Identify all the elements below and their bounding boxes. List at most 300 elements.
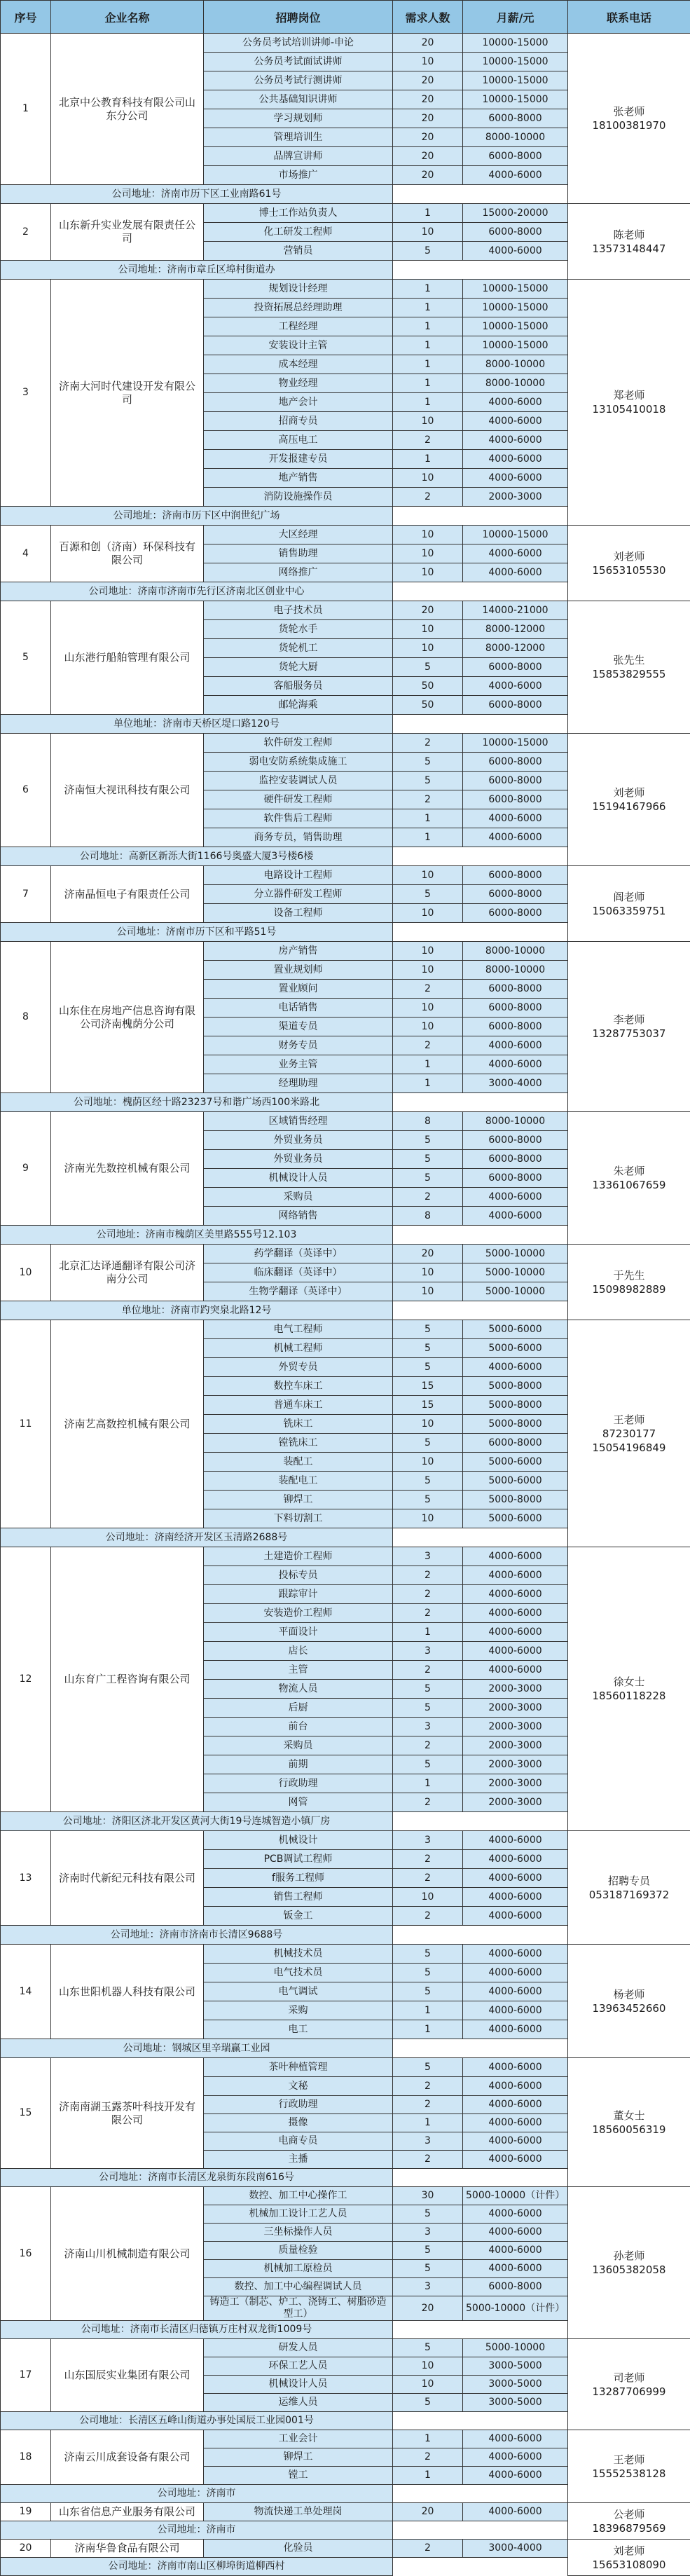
table-row [1, 34, 690, 53]
row-number: 17 [1, 2339, 51, 2412]
position-title: 财务专员 [204, 1036, 393, 1055]
position-salary: 10000-15000 [463, 317, 568, 336]
company-address: 公司地址：济南市历下区和平路51号 [1, 923, 393, 942]
position-title: 管理培训生 [204, 128, 393, 147]
position-salary: 4000-6000 [463, 2448, 568, 2467]
position-salary: 4000-6000 [463, 1604, 568, 1623]
position-count: 1 [393, 1055, 463, 1074]
position-count: 2 [393, 1869, 463, 1888]
position-salary: 4000-6000 [463, 2058, 568, 2077]
position-count: 3 [393, 2224, 463, 2242]
position-count: 20 [393, 166, 463, 185]
table-row [1, 601, 690, 620]
position-title: 公务员考试培训讲师-申论 [204, 34, 393, 53]
contact-phone: 13105410018 [571, 402, 687, 416]
position-title: 环保工艺人员 [204, 2357, 393, 2376]
position-title: 业务主管 [204, 1055, 393, 1074]
position-title: 化验员 [204, 2540, 393, 2558]
position-salary: 4000-6000 [463, 2467, 568, 2485]
position-salary: 4000-6000 [463, 2503, 568, 2521]
position-count: 5 [393, 1131, 463, 1150]
position-salary: 5000-10000 [463, 1282, 568, 1301]
position-count: 5 [393, 1699, 463, 1718]
position-count: 1 [393, 2430, 463, 2448]
header-salary: 月薪/元 [463, 1, 568, 34]
position-title: 工业会计 [204, 2430, 393, 2448]
position-title: 采购 [204, 2001, 393, 2020]
position-salary: 4000-6000 [463, 1964, 568, 1982]
position-salary: 8000-12000 [463, 639, 568, 658]
table-row [1, 1320, 690, 1339]
position-title: 成本经理 [204, 355, 393, 374]
header-row [1, 1, 690, 34]
position-salary: 4000-6000 [463, 1623, 568, 1642]
position-count: 2 [393, 2151, 463, 2169]
position-salary: 4000-6000 [463, 2077, 568, 2096]
position-salary: 8000-10000 [463, 128, 568, 147]
position-title: 邮轮海乘 [204, 696, 393, 715]
position-count: 5 [393, 1358, 463, 1377]
position-salary: 4000-6000 [463, 450, 568, 469]
position-title: 研发人员 [204, 2339, 393, 2357]
position-count: 1 [393, 450, 463, 469]
contact-phone: 87230177 [571, 1427, 687, 1441]
contact-name: 司老师 [571, 2371, 687, 2385]
company-address: 公司地址：济南市 [1, 2521, 393, 2540]
position-title: 安装设计主管 [204, 336, 393, 355]
position-title: 主播 [204, 2151, 393, 2169]
row-number: 8 [1, 942, 51, 1093]
position-title: 电气技术员 [204, 1964, 393, 1982]
contact-cell [568, 2540, 690, 2576]
position-title: 经理助理 [204, 1074, 393, 1093]
position-count: 10 [393, 639, 463, 658]
header-count: 需求人数 [393, 1, 463, 34]
table-row [1, 2339, 690, 2357]
position-title: 客船服务员 [204, 677, 393, 696]
position-salary: 15000-20000 [463, 204, 568, 223]
position-count: 2 [393, 2540, 463, 2558]
company-name: 济南光先数控机械有限公司 [51, 1112, 204, 1226]
position-salary: 6000-8000 [463, 1169, 568, 1188]
position-title: 机械工程师 [204, 1339, 393, 1358]
position-salary: 10000-15000 [463, 90, 568, 109]
position-count: 2 [393, 790, 463, 809]
position-count: 5 [393, 2394, 463, 2412]
position-salary: 10000-15000 [463, 734, 568, 753]
position-salary: 5000-8000 [463, 1415, 568, 1434]
position-count: 2 [393, 1736, 463, 1755]
position-count: 1 [393, 809, 463, 828]
position-title: 置业规划师 [204, 961, 393, 980]
position-count: 1 [393, 2020, 463, 2039]
company-address: 公司地址：济南市历下区中润世纪广场 [1, 507, 393, 526]
position-title: 后厨 [204, 1699, 393, 1718]
position-count: 10 [393, 412, 463, 431]
position-count: 20 [393, 601, 463, 620]
position-count: 2 [393, 1661, 463, 1680]
contact-cell [568, 1547, 690, 1831]
position-title: 外贸业务员 [204, 1131, 393, 1150]
company-address: 公司地址：高新区新泺大街1166号奥盛大厦3号楼6楼 [1, 847, 393, 866]
position-count: 1 [393, 1623, 463, 1642]
position-salary: 6000-8000 [463, 1150, 568, 1169]
table-row [1, 526, 690, 544]
position-salary: 5000-6000 [463, 1339, 568, 1358]
position-title: 商务专员，销售助理 [204, 828, 393, 847]
position-count: 10 [393, 620, 463, 639]
position-salary: 14000-21000 [463, 601, 568, 620]
position-title: 地产销售 [204, 469, 393, 488]
position-salary: 4000-6000 [463, 393, 568, 412]
position-salary: 2000-3000 [463, 1718, 568, 1736]
position-salary: 10000-15000 [463, 53, 568, 71]
position-title: 摄像 [204, 2114, 393, 2132]
company-name: 山东育广工程咨询有限公司 [51, 1547, 204, 1812]
position-count: 5 [393, 1680, 463, 1699]
row-number: 10 [1, 1245, 51, 1301]
position-title: 规划设计经理 [204, 280, 393, 299]
position-title: 电子技术员 [204, 601, 393, 620]
position-title: 软件研发工程师 [204, 734, 393, 753]
position-count: 1 [393, 2114, 463, 2132]
row-number: 7 [1, 866, 51, 923]
position-salary: 2000-3000 [463, 488, 568, 507]
table-row [1, 1112, 690, 1131]
position-count: 20 [393, 1245, 463, 1263]
contact-cell [568, 942, 690, 1112]
table-row [1, 1945, 690, 1964]
position-title: 铣床工 [204, 1415, 393, 1434]
row-number: 1 [1, 34, 51, 185]
position-salary: 6000-8000 [463, 980, 568, 999]
position-salary: 4000-6000 [463, 2096, 568, 2114]
contact-phone: 15653105530 [571, 563, 687, 577]
position-salary: 10000-15000 [463, 71, 568, 90]
company-name: 山东省信息产业服务有限公司 [51, 2503, 204, 2521]
position-title: 外贸业务员 [204, 1150, 393, 1169]
row-number: 18 [1, 2430, 51, 2485]
position-title: 数控车床工 [204, 1377, 393, 1396]
table-row [1, 2503, 690, 2521]
table-row [1, 1831, 690, 1850]
position-count: 1 [393, 299, 463, 317]
position-salary: 4000-6000 [463, 166, 568, 185]
contact-cell [568, 2430, 690, 2503]
contact-name: 刘老师 [571, 2544, 687, 2558]
position-count: 10 [393, 2357, 463, 2376]
contact-name: 王老师 [571, 1413, 687, 1427]
contact-phone: 13573148447 [571, 242, 687, 256]
position-title: 机械技术员 [204, 1945, 393, 1964]
position-count: 10 [393, 1018, 463, 1036]
position-title: 货轮机工 [204, 639, 393, 658]
position-count: 2 [393, 1850, 463, 1869]
company-name: 济南艺高数控机械有限公司 [51, 1320, 204, 1528]
position-count: 3 [393, 1642, 463, 1661]
position-count: 8 [393, 1112, 463, 1131]
position-count: 2 [393, 2077, 463, 2096]
header-position: 招聘岗位 [204, 1, 393, 34]
position-count: 5 [393, 658, 463, 677]
position-count: 2 [393, 1907, 463, 1926]
position-count: 10 [393, 942, 463, 961]
position-salary: 4000-6000 [463, 2151, 568, 2169]
position-title: 茶叶种植管理 [204, 2058, 393, 2077]
company-address: 公司地址：济南经济开发区玉清路2688号 [1, 1528, 393, 1547]
company-address: 单位地址：济南市趵突泉北路12号 [1, 1301, 393, 1320]
position-count: 5 [393, 885, 463, 904]
company-address: 公司地址：济南市济南市长清区9688号 [1, 1926, 393, 1945]
position-count: 10 [393, 544, 463, 563]
position-salary: 2000-3000 [463, 1699, 568, 1718]
position-title: 货轮水手 [204, 620, 393, 639]
company-name: 济南山川机械制造有限公司 [51, 2187, 204, 2321]
contact-name: 公老师 [571, 2507, 687, 2521]
contact-name: 董女士 [571, 2109, 687, 2123]
company-address: 公司地址：济阳区济北开发区黄河大街19号连城智造小镇厂房 [1, 1812, 393, 1831]
contact-phone: 053187169372 [571, 1888, 687, 1902]
company-name: 山东世阳机器人科技有限公司 [51, 1945, 204, 2039]
position-title: 采购员 [204, 1736, 393, 1755]
position-salary: 8000-10000 [463, 1112, 568, 1131]
position-salary: 4000-6000 [463, 1982, 568, 2001]
position-title: 前期 [204, 1755, 393, 1774]
position-count: 1 [393, 317, 463, 336]
position-title: 电路设计工程师 [204, 866, 393, 885]
position-count: 2 [393, 1036, 463, 1055]
position-count: 20 [393, 2503, 463, 2521]
position-title: 电气工程师 [204, 1320, 393, 1339]
position-salary: 5000-10000 [463, 1245, 568, 1263]
position-title: 市场推广 [204, 166, 393, 185]
contact-phone: 18100381970 [571, 118, 687, 132]
position-salary: 5000-10000（计件） [463, 2187, 568, 2205]
position-count: 10 [393, 961, 463, 980]
position-title: 安装造价工程师 [204, 1604, 393, 1623]
position-count: 10 [393, 53, 463, 71]
position-salary: 4000-6000 [463, 242, 568, 261]
contact-phone: 15853829555 [571, 667, 687, 681]
position-title: 地产会计 [204, 393, 393, 412]
position-salary: 4000-6000 [463, 1907, 568, 1926]
company-name: 济南时代新纪元科技有限公司 [51, 1831, 204, 1926]
position-count: 3 [393, 1718, 463, 1736]
position-salary: 5000-6000 [463, 1472, 568, 1491]
position-salary: 10000-15000 [463, 280, 568, 299]
position-count: 20 [393, 90, 463, 109]
contact-phone: 15063359751 [571, 904, 687, 918]
position-count: 1 [393, 204, 463, 223]
contact-name: 张先生 [571, 653, 687, 667]
position-title: 投标专员 [204, 1566, 393, 1585]
position-count: 50 [393, 677, 463, 696]
position-salary: 4000-6000 [463, 2020, 568, 2039]
position-count: 20 [393, 2296, 463, 2321]
table-row [1, 1547, 690, 1566]
table-row [1, 2430, 690, 2448]
company-name: 山东新升实业发展有限责任公司 [51, 204, 204, 261]
table-body [1, 34, 690, 2576]
position-title: 销售工程师 [204, 1888, 393, 1907]
position-count: 5 [393, 2058, 463, 2077]
position-count: 1 [393, 374, 463, 393]
position-count: 2 [393, 1793, 463, 1812]
position-title: 软件售后工程师 [204, 809, 393, 828]
contact-cell [568, 526, 690, 601]
position-title: 电商专员 [204, 2132, 393, 2151]
position-salary: 4000-6000 [463, 2224, 568, 2242]
contact-phone: 15194167966 [571, 800, 687, 814]
position-count: 10 [393, 223, 463, 242]
position-title: 铆焊工 [204, 1491, 393, 1509]
position-salary: 6000-8000 [463, 999, 568, 1018]
row-number: 14 [1, 1945, 51, 2039]
position-count: 5 [393, 1982, 463, 2001]
position-count: 2 [393, 734, 463, 753]
position-title: 质量检验 [204, 2242, 393, 2260]
position-salary: 5000-10000 [463, 2339, 568, 2357]
header-index: 序号 [1, 1, 51, 34]
position-salary: 2000-3000 [463, 1680, 568, 1699]
company-address: 公司地址：济南市长清区归德镇万庄村双龙街1009号 [1, 2321, 393, 2339]
position-count: 10 [393, 866, 463, 885]
table-row [1, 942, 690, 961]
position-salary: 4000-6000 [463, 2001, 568, 2020]
contact-cell [568, 601, 690, 734]
contact-name: 于先生 [571, 1268, 687, 1282]
position-count: 20 [393, 128, 463, 147]
position-count: 3 [393, 2278, 463, 2296]
contact-cell [568, 1245, 690, 1320]
position-salary: 10000-15000 [463, 34, 568, 53]
contact-cell [568, 2187, 690, 2339]
position-salary: 6000-8000 [463, 866, 568, 885]
company-name: 北京中公教育科技有限公司山东分公司 [51, 34, 204, 185]
position-title: 投资拓展总经理助理 [204, 299, 393, 317]
position-title: 招商专员 [204, 412, 393, 431]
position-salary: 5000-6000 [463, 1320, 568, 1339]
position-salary: 6000-8000 [463, 658, 568, 677]
row-number: 20 [1, 2540, 51, 2558]
position-title: 公共基础知识讲师 [204, 90, 393, 109]
position-count: 2 [393, 1566, 463, 1585]
position-title: 网络推广 [204, 563, 393, 582]
company-name: 济南晶恒电子有限责任公司 [51, 866, 204, 923]
position-count: 10 [393, 2376, 463, 2394]
position-count: 20 [393, 109, 463, 128]
position-salary: 4000-6000 [463, 1036, 568, 1055]
contact-cell [568, 34, 690, 204]
position-salary: 4000-6000 [463, 563, 568, 582]
position-title: 镗铣床工 [204, 1434, 393, 1453]
position-title: 消防设施操作员 [204, 488, 393, 507]
contact-phone: 15552538128 [571, 2467, 687, 2481]
company-name: 山东住在房地产信息咨询有限公司济南槐荫分公司 [51, 942, 204, 1093]
position-title: 前台 [204, 1718, 393, 1736]
contact-name: 杨老师 [571, 1987, 687, 2001]
table-row [1, 2540, 690, 2558]
row-number: 3 [1, 280, 51, 507]
position-salary: 5000-8000 [463, 1377, 568, 1396]
position-count: 5 [393, 1150, 463, 1169]
position-salary: 5000-6000 [463, 1453, 568, 1472]
position-title: 外贸专员 [204, 1358, 393, 1377]
position-title: 生物学翻译（英译中） [204, 1282, 393, 1301]
row-number: 12 [1, 1547, 51, 1812]
position-title: 弱电安防系统集成施工 [204, 753, 393, 772]
position-title: 行政助理 [204, 2096, 393, 2114]
position-salary: 6000-8000 [463, 1434, 568, 1453]
position-count: 10 [393, 1263, 463, 1282]
position-salary: 5000-10000（计件） [463, 2296, 568, 2321]
position-title: 房产销售 [204, 942, 393, 961]
row-number: 6 [1, 734, 51, 847]
table-row [1, 866, 690, 885]
position-count: 5 [393, 1320, 463, 1339]
position-title: 机械加工设计工艺人员 [204, 2205, 393, 2224]
position-count: 1 [393, 280, 463, 299]
position-title: 数控、加工中心编程调试人员 [204, 2278, 393, 2296]
position-salary: 5000-6000 [463, 1509, 568, 1528]
position-salary: 4000-6000 [463, 431, 568, 450]
contact-phone: 13605382058 [571, 2263, 687, 2277]
position-salary: 2000-3000 [463, 1755, 568, 1774]
company-name: 济南南湖玉露茶叶科技开发有限公司 [51, 2058, 204, 2169]
position-salary: 4000-6000 [463, 677, 568, 696]
position-title: 采购员 [204, 1188, 393, 1207]
contact-cell [568, 204, 690, 280]
position-title: 机械设计人员 [204, 2376, 393, 2394]
company-address: 公司地址：济南市历下区工业南路61号 [1, 185, 393, 204]
position-title: 设备工程师 [204, 904, 393, 923]
position-title: 土建造价工程师 [204, 1547, 393, 1566]
position-title: 装配电工 [204, 1472, 393, 1491]
position-count: 10 [393, 1509, 463, 1528]
position-title: 下料切割工 [204, 1509, 393, 1528]
contact-cell [568, 2339, 690, 2430]
position-title: 钣金工 [204, 1907, 393, 1926]
position-salary: 3000-4000 [463, 2540, 568, 2558]
position-title: 物业经理 [204, 374, 393, 393]
company-address: 公司地址：济南市济南市先行区济南北区创业中心 [1, 582, 393, 601]
position-salary: 6000-8000 [463, 696, 568, 715]
contact-name: 刘老师 [571, 549, 687, 563]
table-row [1, 734, 690, 753]
position-count: 20 [393, 71, 463, 90]
position-salary: 2000-3000 [463, 1774, 568, 1793]
position-count: 10 [393, 999, 463, 1018]
position-title: 机械设计人员 [204, 1169, 393, 1188]
contact-phone: 18396879569 [571, 2521, 687, 2535]
position-title: 物流快递工单处理岗 [204, 2503, 393, 2521]
row-number: 11 [1, 1320, 51, 1528]
position-count: 3 [393, 2132, 463, 2151]
position-count: 10 [393, 1453, 463, 1472]
position-title: 主管 [204, 1661, 393, 1680]
company-address: 公司地址：长清区五峰山街道办事处国辰工业园001号 [1, 2412, 393, 2430]
position-count: 8 [393, 1207, 463, 1226]
position-title: 铸造工（制芯、炉工、浇铸工、树脂砂造型工） [204, 2296, 393, 2321]
position-title: 跟踪审计 [204, 1585, 393, 1604]
contact-phone: 15098982889 [571, 1282, 687, 1296]
position-title: 普通车床工 [204, 1396, 393, 1415]
position-count: 2 [393, 488, 463, 507]
position-salary: 6000-8000 [463, 1131, 568, 1150]
company-address: 公司地址：济南市 [1, 2485, 393, 2503]
table-row [1, 2187, 690, 2205]
position-salary: 4000-6000 [463, 1831, 568, 1850]
